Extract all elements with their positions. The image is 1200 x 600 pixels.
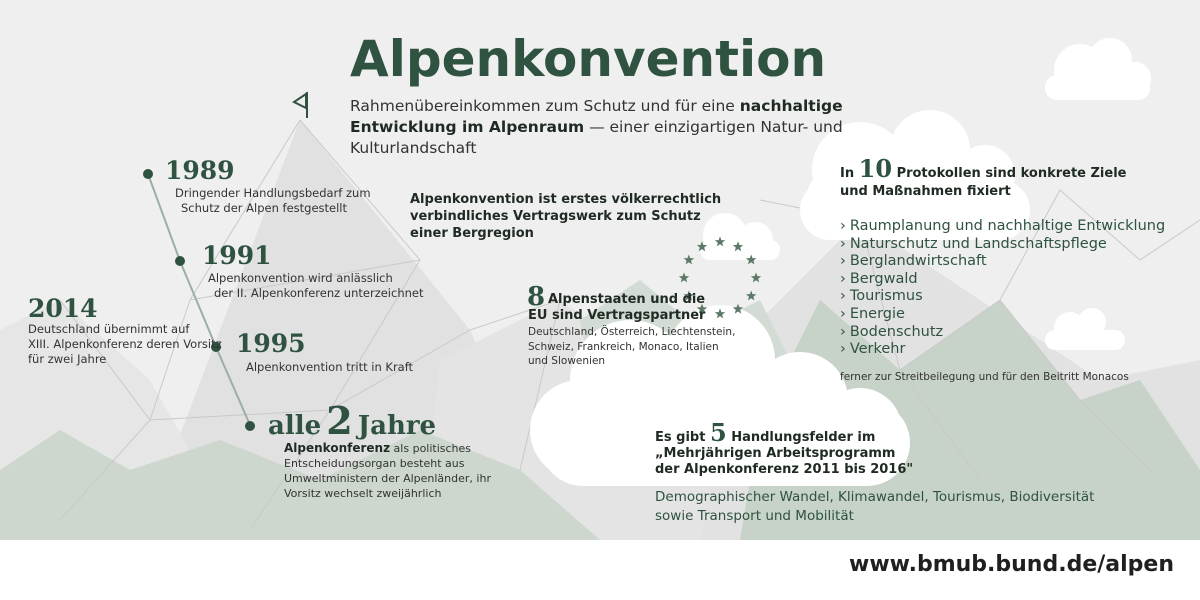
states-head1: Alpenstaaten und die	[548, 292, 706, 307]
states-line1: Deutschland, Österreich, Liechtenstein,	[528, 326, 736, 338]
text-1995: Alpenkonvention tritt in Kraft	[246, 360, 414, 374]
text-1991-line1: Alpenkonvention wird anlässlich	[208, 271, 393, 285]
every2-num: 2	[326, 398, 353, 443]
first-treaty-line2: verbindliches Vertragswerk zum Schutz	[410, 209, 701, 224]
timeline-dot-1991	[175, 256, 185, 266]
eu-star	[751, 273, 761, 283]
fields-heading	[655, 418, 914, 478]
protocol-item: › Bodenschutz	[840, 323, 944, 340]
every2-line1: als politisches	[390, 442, 472, 455]
cloud-icon	[1045, 38, 1151, 100]
every2-line4: Vorsitz wechselt zweijährlich	[284, 487, 442, 500]
every2-heading	[268, 398, 436, 443]
protocol-item: › Naturschutz und Landschaftspflege	[840, 235, 1107, 252]
protocols-note: ferner zur Streitbeilegung und für den Beitritt Monacos	[840, 371, 1129, 383]
timeline-dot-1989	[143, 169, 153, 179]
fields-list	[655, 488, 1094, 526]
protocols-head2: und Maßnahmen fixiert	[840, 184, 1011, 199]
fields-head3: der Alpenkonferenz 2011 bis 2016"	[655, 462, 914, 477]
text-1989-line2: Schutz der Alpen festgestellt	[181, 201, 348, 215]
page-title: Alpenkonvention	[350, 30, 827, 88]
protocols-pre: In	[840, 166, 855, 181]
text-2014	[28, 322, 222, 367]
year-1991: 1991	[202, 241, 272, 270]
protocol-item: › Bergwald	[840, 270, 918, 287]
every2-line3: Umweltministern der Alpenländer, ihr	[284, 472, 491, 485]
protocol-item: › Verkehr	[840, 341, 906, 358]
protocols-list	[840, 218, 1165, 359]
states-list	[528, 325, 735, 369]
protocols-heading	[840, 154, 1127, 201]
states-head2: EU sind Vertragspartner	[528, 308, 706, 323]
text-2014-line3: für zwei Jahre	[28, 352, 107, 366]
fields-line2: sowie Transport und Mobilität	[655, 508, 854, 524]
every2-post: Jahre	[357, 411, 437, 441]
text-1991-line2: der II. Alpenkonferenz unterzeichnet	[214, 286, 424, 300]
protocols-head1: Protokollen sind konkrete Ziele	[896, 166, 1127, 181]
year-1995: 1995	[236, 329, 306, 358]
timeline-dot-every2	[245, 421, 255, 431]
every2-pre: alle	[268, 411, 322, 441]
protocol-item: › Tourismus	[840, 288, 923, 305]
every2-bold: Alpenkonferenz	[284, 441, 391, 455]
subtitle-bold: nachhaltige Entwicklung im Alpenraum	[350, 97, 843, 136]
first-treaty-line3: einer Bergregion	[410, 226, 534, 241]
flag-icon	[294, 92, 307, 118]
fields-head2: „Mehrjährigen Arbeitsprogramm	[655, 446, 896, 461]
eu-star	[679, 273, 689, 283]
fields-head1: Handlungsfelder im	[731, 430, 876, 445]
protocol-item: › Energie	[840, 305, 905, 322]
fields-pre: Es gibt	[655, 430, 706, 445]
text-1989-line1: Dringender Handlungsbedarf zum	[175, 186, 371, 200]
first-treaty-text	[410, 191, 721, 242]
year-1989: 1989	[165, 156, 235, 185]
text-1991	[208, 271, 424, 301]
every2-line2: Entscheidungsorgan besteht aus	[284, 457, 465, 470]
fields-num: 5	[709, 418, 727, 447]
text-2014-line2: XIII. Alpenkonferenz deren Vorsitz	[28, 337, 222, 351]
states-number: 8	[527, 282, 546, 312]
states-line2: Schweiz, Frankreich, Monaco, Italien	[528, 340, 719, 353]
every2-text	[284, 441, 491, 501]
protocol-item: › Raumplanung und nachhaltige Entwicklung	[840, 218, 1166, 234]
states-line3: und Slowenien	[528, 355, 606, 367]
eu-star	[746, 291, 757, 301]
eu-star	[684, 255, 695, 265]
protocol-item: › Berglandwirtschaft	[840, 253, 987, 270]
year-2014: 2014	[28, 294, 98, 323]
fields-line1: Demographischer Wandel, Klimawandel, Tourismus, Biodiversität	[655, 489, 1095, 505]
subtitle-part2: — einer einzigartigen Natur- und Kulturlandschaft	[350, 118, 843, 157]
protocols-num: 10	[858, 154, 893, 183]
text-1989	[175, 186, 371, 216]
text-2014-line1: Deutschland übernimmt auf	[28, 322, 190, 336]
footer-url[interactable]: www.bmub.bund.de/alpen	[849, 552, 1174, 577]
subtitle-part1: Rahmenübereinkommen zum Schutz und für eine	[350, 97, 740, 115]
subtitle	[350, 96, 890, 159]
first-treaty-line1: Alpenkonvention ist erstes völkerrechtlich	[410, 192, 722, 207]
